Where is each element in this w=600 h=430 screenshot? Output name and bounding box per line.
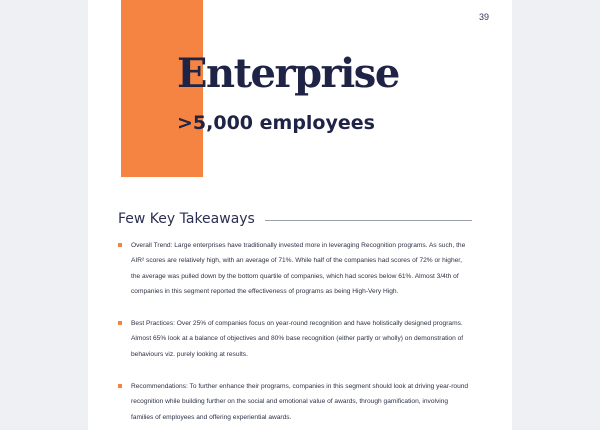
list-item: [118, 379, 472, 425]
document-page: [88, 0, 512, 430]
takeaway-text: Overall Trend: Large enterprises have traditionally invested more in leveraging Recognition programs. As such, the AIR² scores are relatively high, with an average of 71%. While half of the companies had scores of 72% or higher, the average was pulled down by the bottom quartile of companies, which had scores below 61%. Almost 3/4th of companies in this segment reported the effectiveness of programs as being High-Very High.: [131, 242, 466, 295]
page-title: Enterprise: [177, 50, 399, 97]
list-item: [118, 316, 472, 362]
takeaway-text: Best Practices: Over 25% of companies focus on year-round recognition and have holistically designed programs. Almost 65% look at a balance of objectives and 80% base recognition (either partly or wholly) on demonstration of behaviours viz. purely looking at results.: [131, 320, 464, 358]
takeaway-list: [118, 238, 472, 430]
page-subtitle: >5,000 employees: [177, 112, 375, 134]
bullet-icon: [118, 243, 122, 247]
takeaway-text: Recommendations: To further enhance their programs, companies in this segment should look at driving year-round recognition while building further on the social and emotional value of awards, through gamification, involving families of employees and offering experiential awards.: [131, 383, 469, 421]
bullet-icon: [118, 384, 122, 388]
page-number: 39: [478, 12, 489, 22]
section-divider: [265, 220, 472, 221]
bullet-icon: [118, 321, 122, 325]
section-header: [118, 208, 472, 230]
key-takeaways-section: [118, 208, 472, 421]
list-item: [118, 238, 472, 299]
section-title: Few Key Takeaways: [118, 211, 255, 227]
